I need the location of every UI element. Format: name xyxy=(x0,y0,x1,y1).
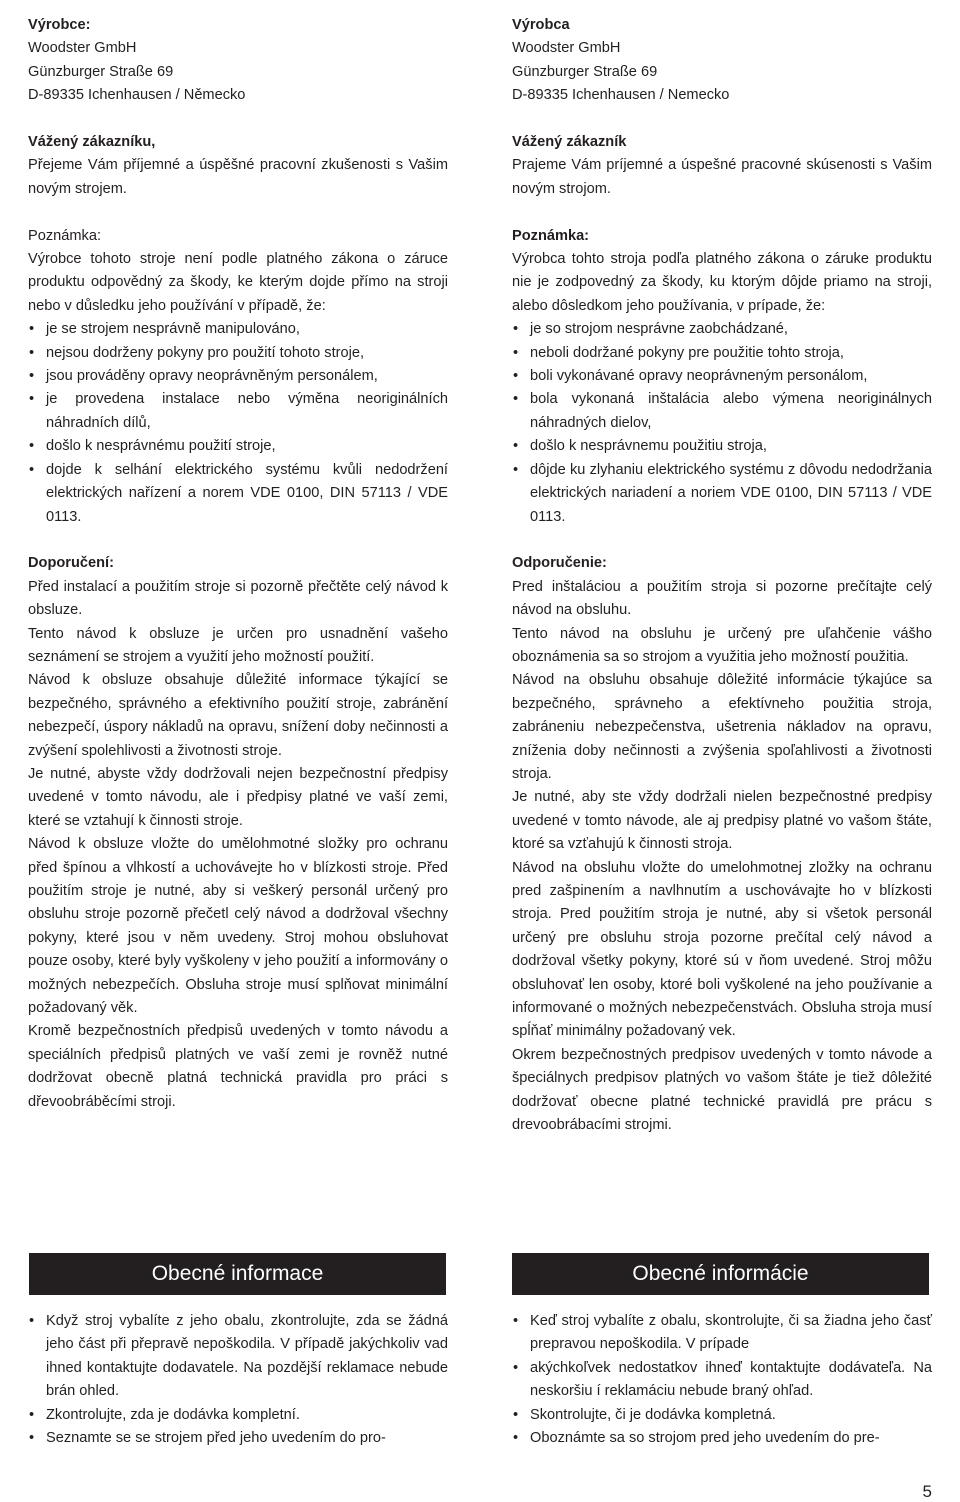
paragraph: Je nutné, abyste vždy dodržovali nejen bezpečnostní předpisy uvedené v tomto návodu, ale i předpisy platné ve vaší zemi, které se vztahují k činnosti stroje. xyxy=(28,765,448,829)
greeting-title: Vážený zákazník xyxy=(512,134,627,151)
list-item: • Keď stroj vybalíte z obalu, skontrolujte, či sa žiadna jeho časť prepravou nepoškodila. V prípade xyxy=(512,1310,932,1357)
paragraph: Návod k obsluze vložte do umělohmotné složky pro ochranu před špínou a vlhkostí a uchovávejte ho v blízkosti stroje. Před použitím stroje je nutné, aby si veškerý personál určený pro obsluhu stroje pozorně přečetl celý návod a dodržoval všechny pokyny, které jsou v něm uvedeny. Stroj mohou obsluhovat pouze osoby, které byly vyškoleny v jeho použití a informovány o možných nebezpečích. Obsluha stroje musí splňovat minimální požadovaný věk. xyxy=(28,836,448,1017)
manufacturer-block xyxy=(512,14,932,108)
paragraph: Návod na obsluhu vložte do umelohmotnej zložky na ochranu pred zašpinením a navlhnutím a uschovávajte ho v blízkosti stroja. Pred použitím stroja je nutné, aby si všetok personál určený pre obsluhu stroja pozorne prečítal celý návod a dodržoval všetky pokyny, ktoré sú v ňom uvedené. Stroj môžu obsluhovať len osoby, ktoré boli vyškolené na jeho používanie a informované o možných nebezpečenstvách. Obsluha stroja musí spĺňať minimálny požadovaný vek. xyxy=(512,859,932,1040)
czech-column xyxy=(28,14,448,1114)
note-label: Poznámka: xyxy=(28,227,102,244)
list-item: • je provedena instalace nebo výměna neoriginálních náhradních dílů, xyxy=(28,388,448,435)
note-label: Poznámka: xyxy=(512,227,590,244)
list-item: • dojde k selhání elektrického systému kvůli nedodržení elektrických nařízení a norem VDE 0100, DIN 57113 / VDE 0113. xyxy=(28,459,448,529)
list-item: • Zkontrolujte, zda je dodávka kompletní. xyxy=(28,1404,448,1427)
recommendation-label: Doporučení: xyxy=(28,555,114,572)
greeting-text: Prajeme Vám príjemné a úspešné pracovné skúsenosti s Vašim novým strojom. xyxy=(512,157,932,197)
recommendation-block xyxy=(512,552,932,1137)
paragraph: Kromě bezpečnostních předpisů uvedených v tomto návodu a speciálních předpisů platných ve vaší zemi je rovněž nutné dodržovat obecně platná technická pravidla pro práci s dřevoobráběcími stroji. xyxy=(28,1023,448,1110)
street-address: Günzburger Straße 69 xyxy=(512,63,658,80)
paragraph: Tento návod na obsluhu je určený pre uľahčenie vášho oboznámenia sa so strojom a využitia jeho možností použitia. xyxy=(512,625,932,665)
manufacturer-label: Výrobce: xyxy=(28,17,91,33)
paragraph: Návod na obsluhu obsahuje dôležité informácie týkajúce sa bezpečného, správneho a efektívneho použitia stroja, zabráneniu nebezpečenstva, ušetrenia nákladov na opravu, zníženia doby nečinnosti a zvýšenia spoľahlivosti a životnosti stroja. xyxy=(512,672,932,782)
list-item: • došlo k nesprávnému použití stroje, xyxy=(28,435,448,458)
city-country: D-89335 Ichenhausen / Německo xyxy=(28,87,246,104)
list-item: • došlo k nesprávnemu použitiu stroja, xyxy=(512,435,932,458)
general-info-list-slovak xyxy=(512,1310,932,1450)
manufacturer-block xyxy=(28,14,448,108)
greeting-text: Přejeme Vám příjemné a úspěšné pracovní zkušenosti s Vašim novým strojem. xyxy=(28,157,448,197)
note-block xyxy=(512,225,932,529)
general-info-list-czech xyxy=(28,1310,448,1450)
list-item: • nejsou dodrženy pokyny pro použití tohoto stroje, xyxy=(28,342,448,365)
paragraph: Návod k obsluze obsahuje důležité informace týkající se bezpečného, správného a efektivního použití stroje, zabránění nebezpečí, úspory nákladů na opravu, snížení doby nečinnosti a zvýšení spolehlivosti a životnosti stroje. xyxy=(28,672,448,759)
list-item: • Oboznámte sa so strojom pred jeho uvedením do pre- xyxy=(512,1427,932,1450)
greeting-title: Vážený zákazníku, xyxy=(28,134,156,151)
section-heading-general-info: Obecné informace xyxy=(29,1253,446,1295)
paragraph: Tento návod k obsluze je určen pro usnadnění vašeho seznámení se strojem a využití jeho možností použití. xyxy=(28,625,448,665)
note-block xyxy=(28,225,448,529)
paragraph: Před instalací a použitím stroje si pozorně přečtěte celý návod k obsluze. xyxy=(28,578,448,619)
list-item: • akýchkoľvek nedostatkov ihneď kontaktujte dodávateľa. Na neskoršiu í reklamáciu nebude braný ohľad. xyxy=(512,1357,932,1404)
city-country: D-89335 Ichenhausen / Nemecko xyxy=(512,87,730,104)
manufacturer-label: Výrobca xyxy=(512,17,570,33)
slovak-column xyxy=(512,14,932,1137)
list-item: • Když stroj vybalíte z jeho obalu, zkontrolujte, zda se žádná jeho část při přepravě nepoškodila. V případě jakýchkoliv vad ihned kontaktujte dodavatele. Na pozdější reklamace nebude brán ohled. xyxy=(28,1310,448,1404)
list-item: • dôjde ku zlyhaniu elektrického systému z dôvodu nedodržania elektrických nariadení a noriem VDE 0100, DIN 57113 / VDE 0113. xyxy=(512,459,932,529)
company-name: Woodster GmbH xyxy=(512,40,621,57)
recommendation-block xyxy=(28,552,448,1114)
list-item: • Skontrolujte, či je dodávka kompletná. xyxy=(512,1404,932,1427)
list-item: • bola vykonaná inštalácia alebo výmena neoriginálnych náhradných dielov, xyxy=(512,388,932,435)
list-item: • neboli dodržané pokyny pre použitie tohto stroja, xyxy=(512,342,932,365)
note-list xyxy=(28,318,448,529)
list-item: • Seznamte se se strojem před jeho uvedením do pro- xyxy=(28,1427,448,1450)
greeting-block xyxy=(512,131,932,201)
page-number: 5 xyxy=(922,1482,932,1501)
list-item: • boli vykonávané opravy neoprávneným personálom, xyxy=(512,365,932,388)
section-heading-general-info: Obecné informácie xyxy=(512,1253,929,1295)
street-address: Günzburger Straße 69 xyxy=(28,63,174,80)
paragraph: Je nutné, aby ste vždy dodržali nielen bezpečnostné predpisy uvedené v tomto návode, ale aj predpisy platné vo vašom štáte, ktoré sa vzťahujú k činnosti stroja. xyxy=(512,789,932,853)
paragraph: Pred inštaláciou a použitím stroja si pozorne prečítajte celý návod na obsluhu. xyxy=(512,578,932,619)
company-name: Woodster GmbH xyxy=(28,40,137,57)
list-item: • je so strojom nesprávne zaobchádzané, xyxy=(512,318,932,341)
note-list xyxy=(512,318,932,529)
note-text: Výrobca tohto stroja podľa platného zákona o záruke produktu nie je zodpovedný za škody, ku ktorým dôjde priamo na stroji, alebo dôsledkom jeho používania, v prípade, že: xyxy=(512,251,932,314)
greeting-block xyxy=(28,131,448,201)
recommendation-label: Odporučenie: xyxy=(512,555,607,572)
paragraph: Okrem bezpečnostných predpisov uvedených v tomto návode a špeciálnych predpisov platných vo vašom štáte je tiež dôležité dodržovať obecne platné technické pravidlá pre prácu s drevoobrábacími strojmi. xyxy=(512,1046,932,1134)
list-item: • je se strojem nesprávně manipulováno, xyxy=(28,318,448,341)
note-text: Výrobce tohoto stroje není podle platného zákona o záruce produktu odpovědný za škody, ke kterým dojde přímo na stroji nebo v důsledku jeho používání v případě, že: xyxy=(28,251,448,314)
list-item: • jsou prováděny opravy neoprávněným personálem, xyxy=(28,365,448,388)
